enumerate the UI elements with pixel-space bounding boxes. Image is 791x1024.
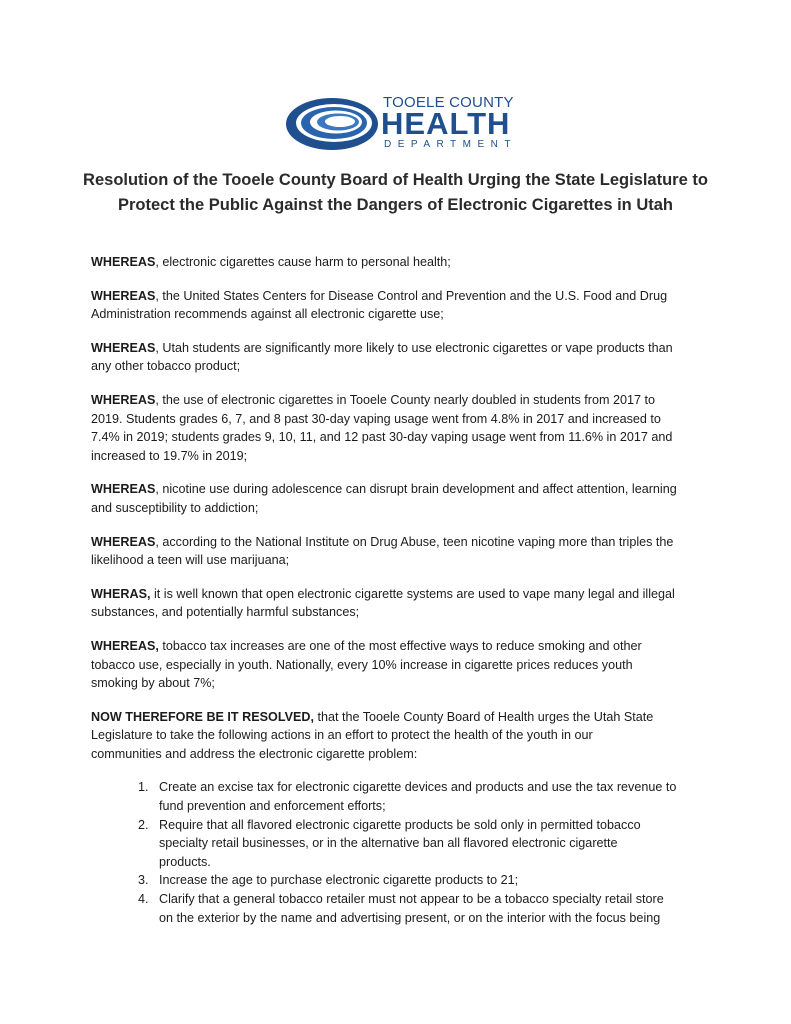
- paragraph-text: substances, and potentially harmful substances;: [91, 605, 360, 620]
- paragraph-lead: WHEREAS: [91, 340, 156, 355]
- paragraph-line: [91, 480, 711, 499]
- paragraph-lead: WHEREAS: [91, 255, 156, 269]
- paragraph-text: , the United States Centers for Disease Control and Prevention and the U.S. Food and Drug: [155, 288, 668, 303]
- paragraph-line: [91, 410, 711, 429]
- paragraph-line: [91, 533, 711, 552]
- action-number: 1.: [138, 780, 149, 795]
- paragraph-line: [91, 391, 711, 410]
- paragraph-line: [91, 603, 711, 622]
- paragraph-text: Legislature to take the following actions in an effort to protect the health of the youth in our: [91, 728, 593, 743]
- action-line: specialty retail businesses, or in the alternative ban all flavored electronic cigarette: [159, 836, 618, 851]
- paragraph-text: that the Tooele County Board of Health urges the Utah State: [313, 709, 654, 724]
- paragraph-text: , electronic cigarettes cause harm to personal health;: [155, 255, 451, 269]
- whereas-paragraph: [91, 708, 711, 764]
- paragraph-text: , the use of electronic cigarettes in Tooele County nearly doubled in students from 2017 to: [155, 392, 655, 407]
- paragraph-line: [91, 656, 711, 675]
- paragraph-lead: WHEREAS: [91, 392, 156, 407]
- whereas-paragraph: [91, 585, 711, 622]
- action-list: [91, 778, 711, 927]
- action-number: 3.: [138, 873, 149, 888]
- paragraph-text: and susceptibility to addiction;: [91, 500, 259, 515]
- action-number: 2.: [138, 817, 149, 832]
- paragraph-text: 7.4% in 2019; students grades 9, 10, 11, and 12 past 30-day vaping usage went from 11.6% in 2017 and: [91, 430, 673, 445]
- paragraph-text: communities and address the electronic cigarette problem:: [91, 746, 418, 761]
- whereas-paragraph: [91, 253, 711, 272]
- paragraph-text: smoking by about 7%;: [91, 676, 215, 691]
- document-title: [60, 168, 731, 218]
- health-department-logo: [284, 94, 517, 156]
- paragraph-lead: NOW THEREFORE BE IT RESOLVED,: [91, 709, 314, 724]
- paragraph-line: [91, 357, 711, 376]
- action-item: [91, 871, 711, 890]
- paragraph-line: [91, 305, 711, 324]
- paragraph-line: [91, 708, 711, 727]
- paragraph-text: likelihood a teen will use marijuana;: [91, 553, 290, 568]
- paragraph-text: , according to the National Institute on Drug Abuse, teen nicotine vaping more than triples the: [155, 534, 674, 549]
- paragraph-line: [91, 287, 711, 306]
- paragraph-lead: WHERAS,: [91, 586, 151, 601]
- paragraph-line: [91, 551, 711, 570]
- action-item: [91, 778, 711, 815]
- paragraph-line: [91, 499, 711, 518]
- paragraph-lead: WHEREAS: [91, 288, 156, 303]
- paragraph-lead: WHEREAS,: [91, 638, 159, 653]
- paragraph-lead: WHEREAS: [91, 534, 156, 549]
- paragraph-text: Administration recommends against all electronic cigarette use;: [91, 307, 444, 322]
- paragraph-text: , Utah students are significantly more likely to use electronic cigarettes or vape products than: [155, 340, 673, 355]
- paragraph-text: increased to 19.7% in 2019;: [91, 448, 248, 463]
- paragraph-line: [91, 428, 711, 447]
- whereas-paragraph: [91, 339, 711, 376]
- logo-line3: DEPARTMENT: [384, 139, 517, 150]
- paragraph-line: [91, 745, 711, 764]
- paragraph-text: 2019. Students grades 6, 7, and 8 past 30-day vaping usage went from 4.8% in 2017 and increased to: [91, 411, 661, 426]
- action-line: Increase the age to purchase electronic cigarette products to 21;: [159, 873, 519, 888]
- action-line: on the exterior by the name and advertising present, or on the interior with the focus being: [159, 910, 661, 925]
- action-line: Require that all flavored electronic cigarette products be sold only in permitted tobacco: [159, 817, 641, 832]
- action-item: [91, 890, 711, 927]
- paragraph-text: tobacco use, especially in youth. Nationally, every 10% increase in cigarette prices reduces youth: [91, 657, 633, 672]
- resolution-body: [91, 253, 711, 927]
- paragraph-text: , nicotine use during adolescence can disrupt brain development and affect attention, learning: [155, 482, 677, 497]
- paragraph-text: it is well known that open electronic cigarette systems are used to vape many legal and illegal: [150, 586, 675, 601]
- paragraph-lead: WHEREAS: [91, 482, 156, 497]
- action-line: fund prevention and enforcement efforts;: [159, 799, 386, 814]
- paragraph-line: [91, 447, 711, 466]
- paragraph-line: [91, 339, 711, 358]
- paragraph-line: [91, 253, 711, 272]
- paragraph-line: [91, 726, 711, 745]
- title-line-2: Protect the Public Against the Dangers of Electronic Cigarettes in Utah: [118, 196, 673, 214]
- paragraph-text: any other tobacco product;: [91, 359, 241, 374]
- paragraph-line: [91, 585, 711, 604]
- logo-line1: TOOELE COUNTY: [383, 94, 514, 111]
- whereas-paragraph: [91, 480, 711, 517]
- paragraph-line: [91, 674, 711, 693]
- paragraph-text: tobacco tax increases are one of the most effective ways to reduce smoking and other: [158, 638, 642, 653]
- whereas-paragraph: [91, 533, 711, 570]
- whereas-paragraph: [91, 287, 711, 324]
- action-number: 4.: [138, 892, 149, 907]
- action-item: [91, 816, 711, 872]
- action-line: Create an excise tax for electronic cigarette devices and products and use the tax revenue to: [159, 780, 677, 795]
- whereas-paragraph: [91, 637, 711, 693]
- title-line-1: Resolution of the Tooele County Board of Health Urging the State Legislature to: [83, 171, 708, 189]
- logo-line2: HEALTH: [381, 106, 511, 141]
- action-line: Clarify that a general tobacco retailer must not appear to be a tobacco specialty retail store: [159, 892, 664, 907]
- paragraph-line: [91, 637, 711, 656]
- action-line: products.: [159, 854, 211, 869]
- logo-swirl-icon: [284, 96, 380, 152]
- whereas-paragraph: [91, 391, 711, 465]
